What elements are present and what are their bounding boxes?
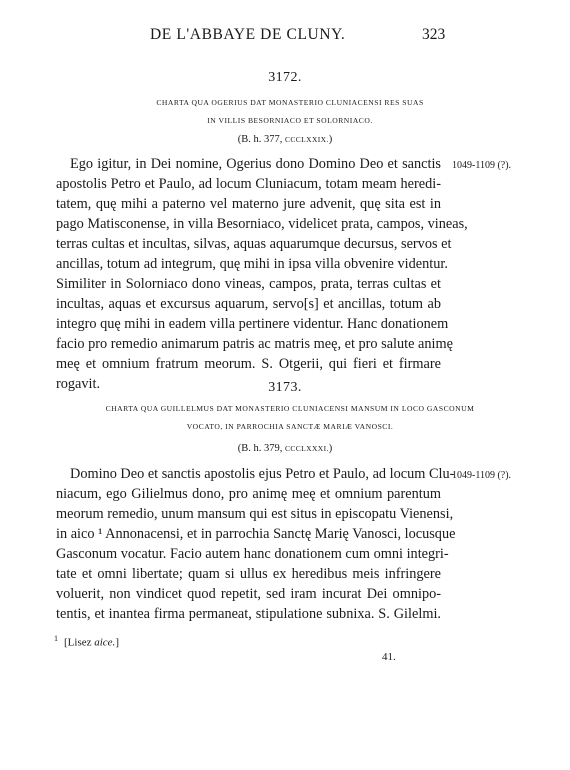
text-line: tatem, quę mihi a paterno vel materno jure advenit, quę sita est in [56,196,441,212]
running-title: DE L'ABBAYE DE CLUNY. [150,26,346,43]
charter-source [0,134,570,145]
source-numeral: CCCLXXIX. [284,135,329,144]
charter-source [0,443,570,454]
text-line: incultas, aquas et excursus aquarum, servo[s] et ancillas, totum ab [56,296,441,312]
text-line: in aico ¹ Annonacensi, et in parrochia Sanctę Marię Vanosci, locusque [56,526,456,542]
text-line: apostolis Petro et Paulo, ad locum Cluniacum, totam meam heredi- [56,176,441,192]
sheet-signature: 41. [382,651,396,663]
text-line: Similiter in Solorniaco dono vineas, campos, prata, terras cultas et [56,276,441,292]
margin-date: 1049-1109 (?). [452,160,512,171]
text-line: terras cultas et incultas, silvas, aquas aquarumque decursus, servos et [56,236,452,252]
text-line: voluerit, non vindicet quod repetit, sed iram incurat Dei omnipo- [56,586,441,602]
text-line: integro quę mihi in eadem villa pertinere videntur. Hanc donationem [56,316,449,332]
charter-heading-line: CHARTA QUA GUILLELMUS DAT MONASTERIO CLUNIACENSI MANSUM IN LOCO GASCONUM [105,404,475,413]
source-close: ) [328,134,333,145]
footnote-emphasis: aice. [94,636,116,649]
footnote-close: ] [115,636,119,649]
text-line: meę et omnium fratrum meorum. S. Otgerii, qui fieri et firmare [56,356,441,372]
text-line: meorum remedio, unum mansum qui est situs in episcopatu Vienensi, [56,506,454,522]
text-line: facio pro remedio animarum patris ac matris meę, et pro salute animę [56,336,453,352]
text-line: tate et omni libertate; quam si ullus ex heredibus meis infringere [56,566,441,582]
source-reference: (B. h. 377, [237,134,283,145]
page-number: 323 [422,26,446,43]
text-line: pago Matisconense, in villa Besorniaco, videlicet prata, campos, vineas, [56,216,468,232]
charter-number: 3173. [268,380,302,395]
charter-heading [40,94,540,130]
charter-text [56,154,468,394]
charter-text [56,464,456,624]
footnote-marker: 1 [54,634,58,643]
text-line: Domino Deo et sanctis apostolis ejus Petro et Paulo, ad locum Clu- [70,466,455,482]
margin-date: 1049-1109 (?). [452,470,512,481]
charter-heading-line: CHARTA QUA OGERIUS DAT MONASTERIO CLUNIACENSI RES SUAS [156,98,424,107]
text-line: rogavit. [56,376,101,392]
text-line: niacum, ego Gilielmus dono, pro animę meę et omnium parentum [56,486,441,502]
charter-heading-line: VOCATO, IN PARROCHIA SANCTÆ MARIÆ VANOSCI. [186,422,394,431]
source-close: ) [328,443,333,454]
text-line: Ego igitur, in Dei nomine, Ogerius dono Domino Deo et sanctis [70,156,441,172]
text-line: tentis, et inantea firma permaneat, stipulatione subnixa. S. Gilelmi. [56,606,441,622]
footnote [54,634,119,649]
footnote-text: [Lisez [64,636,92,649]
charter-number: 3172. [268,70,302,85]
source-numeral: CCCLXXXI. [284,444,329,453]
charter-heading [40,400,540,436]
text-line: Gasconum vocatur. Facio autem hanc donationem cum omni integri- [56,546,449,562]
charter-heading-line: IN VILLIS BESORNIACO ET SOLORNIACO. [207,116,373,125]
text-line: ancillas, totum ad integrum, quę mihi in ipsa villa obvenire videntur. [56,256,448,272]
source-reference: (B. h. 379, [237,443,283,454]
running-head [0,24,570,48]
